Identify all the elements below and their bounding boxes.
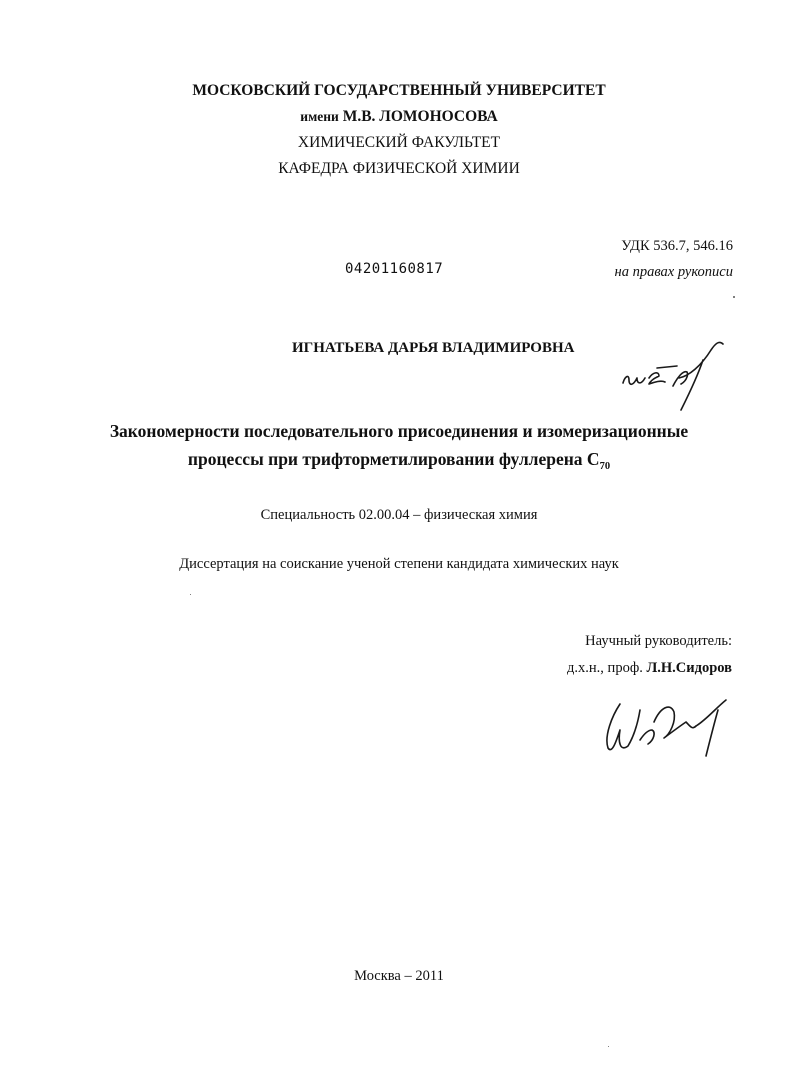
scan-speck (608, 1046, 609, 1047)
fullerene-subscript: 70 (599, 460, 611, 472)
supervisor-degree: д.х.н., проф. (567, 660, 643, 676)
manuscript-note: на правах рукописи (614, 264, 733, 280)
thesis-title-text: процессы при трифторметилировании фуллерена C (187, 449, 600, 469)
scan-speck (733, 296, 735, 298)
university-name: МОСКОВСКИЙ ГОСУДАРСТВЕННЫЙ УНИВЕРСИТЕТ (192, 82, 606, 99)
named-after-name: М.В. ЛОМОНОСОВА (342, 108, 498, 125)
author-signature (615, 338, 730, 418)
faculty-name: ХИМИЧЕСКИЙ ФАКУЛЬТЕТ (297, 134, 501, 151)
thesis-title-line-2 (0, 449, 798, 470)
thesis-title-line-1: Закономерности последовательного присоединения и изомеризационные (109, 421, 689, 441)
supervisor-name: Л.Н.Сидоров (646, 660, 732, 676)
document-id: 04201160817 (345, 261, 444, 277)
named-after (0, 108, 798, 126)
named-after-prefix: имени (300, 109, 339, 124)
city-year: Москва – 2011 (354, 968, 444, 984)
supervisor-signature (598, 692, 738, 762)
supervisor-label: Научный руководитель: (585, 633, 732, 649)
supervisor-credentials (567, 660, 732, 677)
dissertation-statement: Диссертация на соискание ученой степени кандидата химических наук (179, 556, 619, 572)
scan-speck (190, 594, 191, 595)
udc-code: УДК 536.7, 546.16 (621, 238, 733, 254)
department-name: КАФЕДРА ФИЗИЧЕСКОЙ ХИМИИ (278, 160, 520, 177)
specialty: Специальность 02.00.04 – физическая химия (260, 507, 538, 523)
author-name: ИГНАТЬЕВА ДАРЬЯ ВЛАДИМИРОВНА (292, 340, 575, 356)
